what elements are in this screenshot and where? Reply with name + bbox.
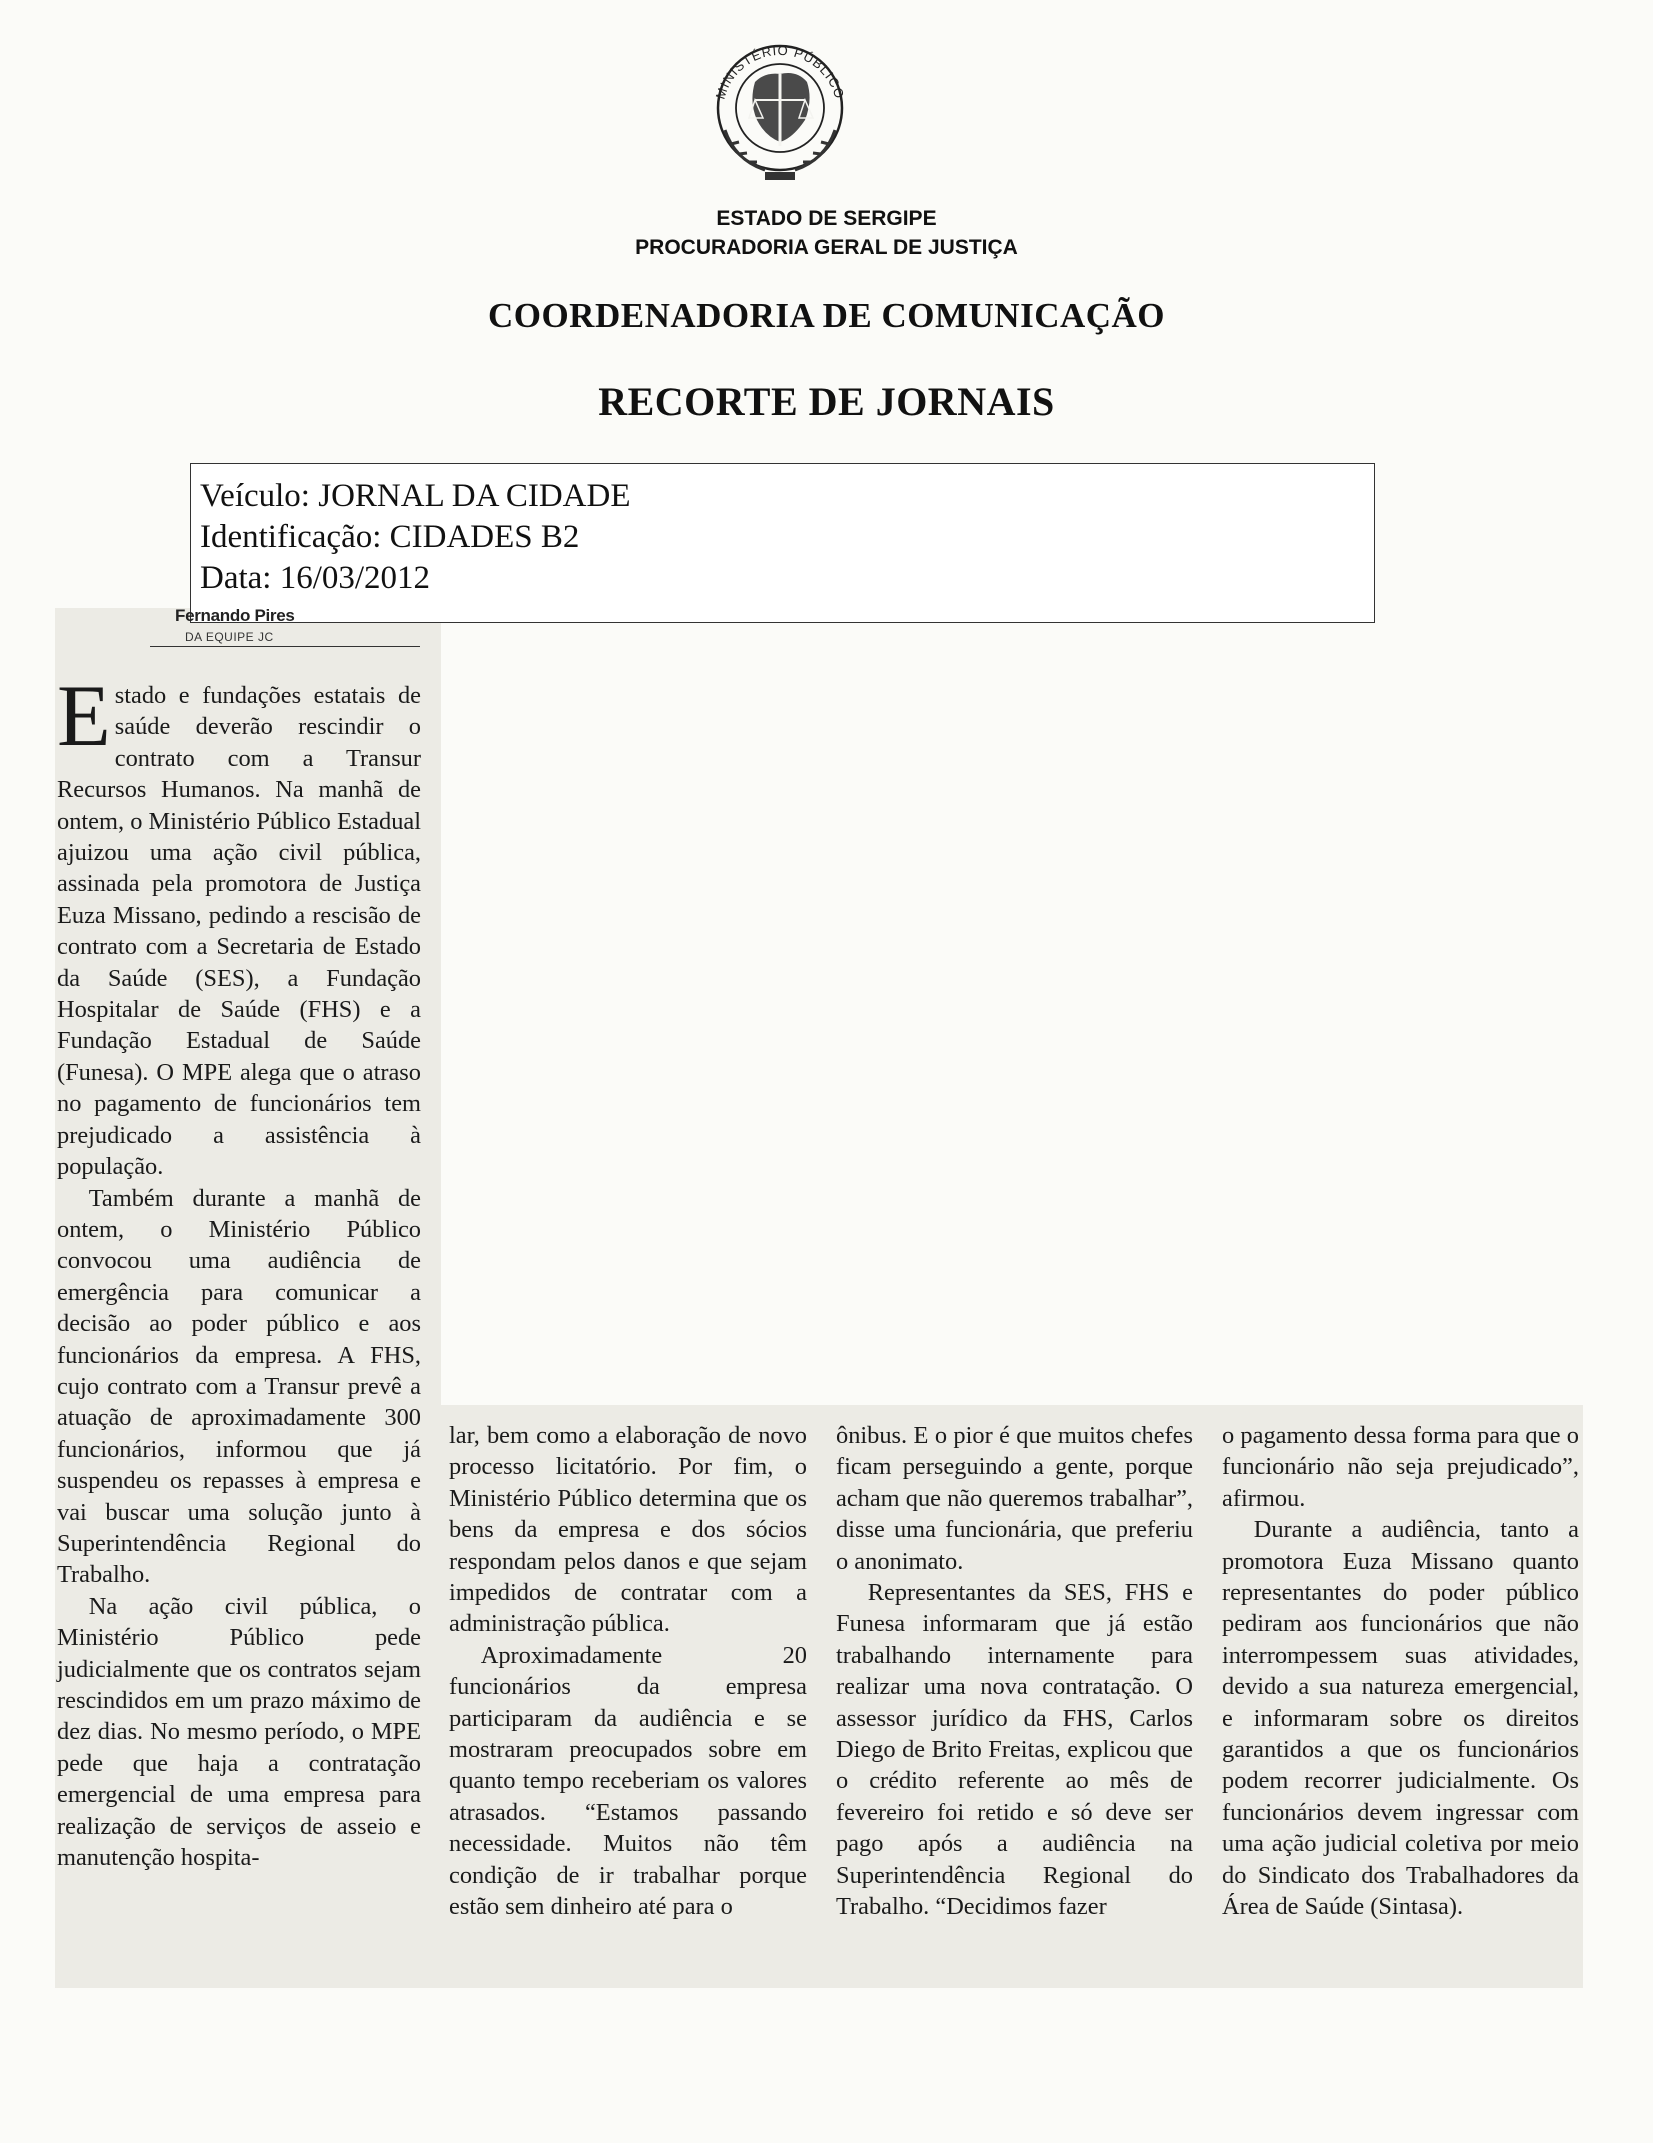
paragraph: Aproximadamente 20 funcionários da empresa participaram da audiência e se mostraram preocupados sobre em quanto tempo receberiam os valores atrasados. “Estamos passando necessidade. Muitos não têm condição de ir trabalhar porque estão sem dinheiro até para o [449, 1641, 807, 1921]
identificacao-line: Identificação: CIDADES B2 [200, 519, 580, 555]
svg-text:MINISTÉRIO PÚBLICO: MINISTÉRIO PÚBLICO [712, 42, 848, 101]
paragraph: ônibus. E o pior é que muitos chefes ficam perseguindo a gente, porque acham que não queremos trabalhar”, disse uma funcionária, que preferiu o anonimato. [836, 1422, 1193, 1575]
article-column-3 [836, 1420, 1193, 1923]
office-heading: PROCURADORIA GERAL DE JUSTIÇA [635, 236, 1018, 259]
article-column-1 [57, 668, 421, 1873]
department-title: COORDENADORIA DE COMUNICAÇÃO [487, 296, 1166, 335]
article-column-4 [1222, 1420, 1579, 1923]
paragraph: Também durante a manhã de ontem, o Ministério Público convocou uma audiência de emergência para comunicar a decisão ao poder público e aos funcionários da empresa. A FHS, cujo contrato com a Transur prevê a atuação de aproximadamente 300 funcionários, informou que já suspendeu os repasses à empresa e vai buscar uma solução junto à Superintendência Regional do Trabalho. [57, 1184, 421, 1589]
ministerio-publico-seal [695, 20, 865, 190]
state-heading: ESTADO DE SERGIPE [716, 207, 937, 230]
drop-cap: E [57, 668, 111, 765]
paragraph: o pagamento dessa forma para que o funcionário não seja prejudicado”, afirmou. [1222, 1422, 1579, 1512]
article-team: DA EQUIPE JC [185, 630, 274, 644]
paragraph: Representantes da SES, FHS e Funesa informaram que já estão trabalhando internamente para realizar uma nova contratação. O assessor jurídico da FHS, Carlos Diego de Brito Freitas, explicou que o crédito referente ao mês de fevereiro foi retido e só deve ser pago após a audiência na Superintendência Regional do Trabalho. “Decidimos fazer [836, 1579, 1193, 1921]
paragraph: Na ação civil pública, o Ministério Público pede judicialmente que os contratos sejam rescindidos em um prazo máximo de dez dias. No mesmo período, o MPE pede que haja a contratação emergencial de uma empresa para realização de serviços de asseio e manutenção hospita- [57, 1592, 421, 1872]
data-line: Data: 16/03/2012 [200, 560, 431, 596]
article-column-2 [449, 1420, 807, 1923]
document-title: RECORTE DE JORNAIS [598, 379, 1055, 424]
veiculo-line: Veículo: JORNAL DA CIDADE [200, 478, 631, 514]
paragraph: lar, bem como a elaboração de novo processo licitatório. Por fim, o Ministério Público determina que os bens da empresa e dos sócios respondam pelos danos e que sejam impedidos de contratar com a administração pública. [449, 1422, 807, 1638]
paragraph: Estado e fundações estatais de saúde deverão rescindir o contrato com a Transur Recursos Humanos. Na manhã de ontem, o Ministério Público Estadual ajuizou uma ação civil pública, assinada pela promotora de Justiça Euza Missano, pedindo a rescisão de contrato com a Secretaria de Estado da Saúde (SES), a Fundação Hospitalar de Saúde (FHS) e a Fundação Estadual de Saúde (Funesa). O MPE alega que o atraso no pagamento de funcionários tem prejudicado a assistência à população. [57, 668, 421, 1181]
article-byline: Fernando Pires [175, 606, 295, 625]
paragraph: Durante a audiência, tanto a promotora Euza Missano quanto representantes do poder público pediram aos funcionários que não interrompessem suas atividades, devido a sua natureza emergencial, e informaram sobre os direitos garantidos a que os funcionários podem recorrer judicialmente. Os funcionários devem ingressar com uma ação judicial coletiva por meio do Sindicato dos Trabalhadores da Área de Saúde (Sintasa). [1222, 1516, 1579, 1921]
info-box [190, 463, 1375, 623]
byline-divider [150, 646, 420, 647]
